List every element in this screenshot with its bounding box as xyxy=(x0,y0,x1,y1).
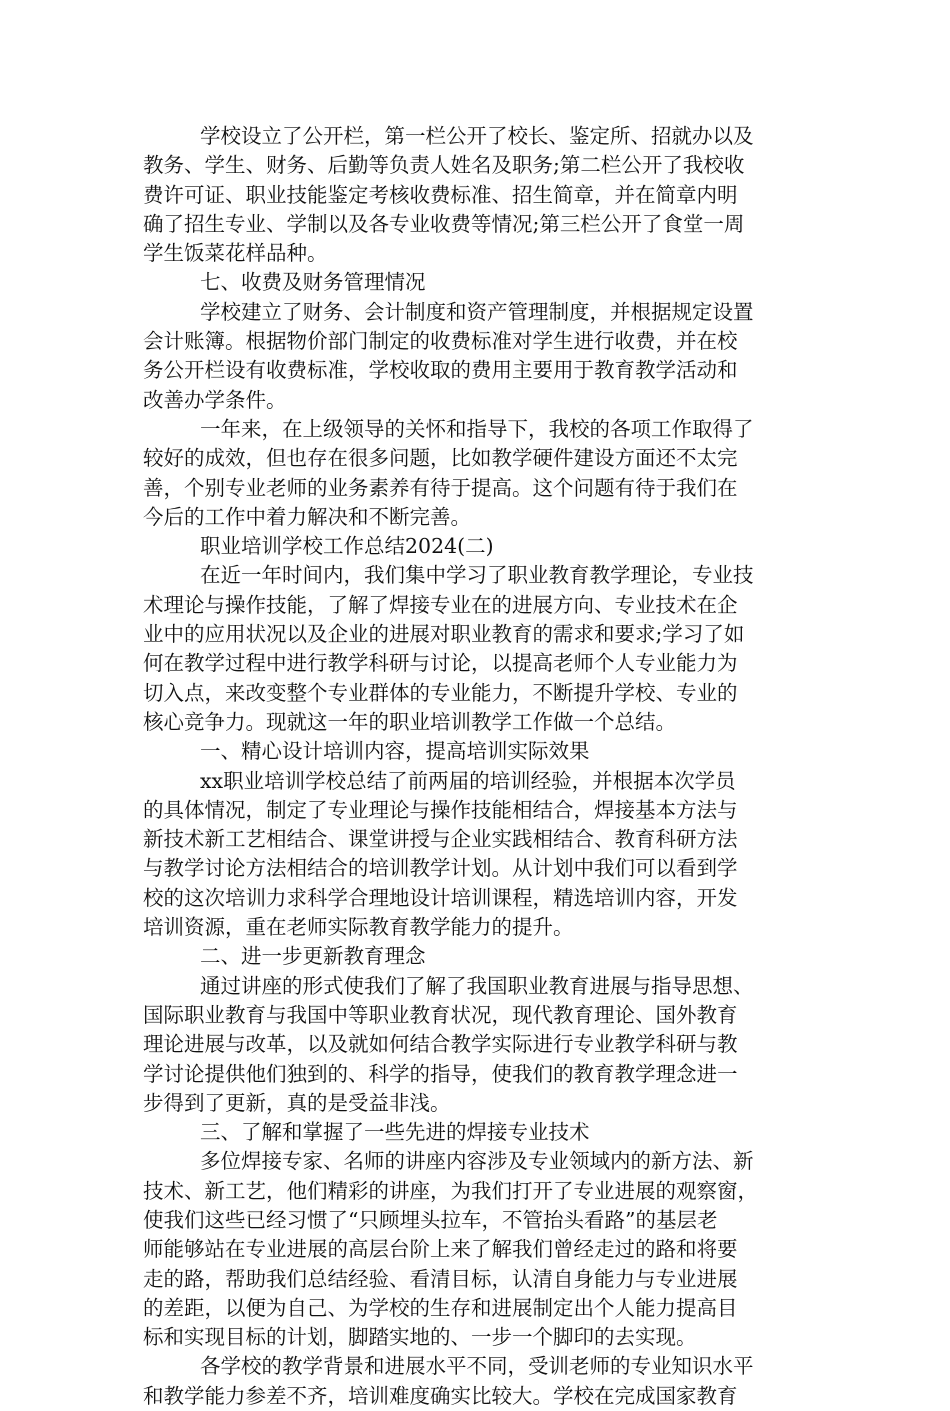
text-line: 学校建立了财务、会计制度和资产管理制度，并根据规定设置 xyxy=(200,299,754,324)
text-line: 术理论与操作技能，了解了焊接专业在的进展方向、专业技术在企 xyxy=(143,592,738,617)
text-line: 各学校的教学背景和进展水平不同，受训老师的专业知识水平 xyxy=(200,1354,754,1379)
text-line: 业中的应用状况以及企业的进展对职业教育的需求和要求;学习了如 xyxy=(143,622,745,647)
text-line: 学生饭菜花样品种。 xyxy=(143,241,328,266)
text-line: 善，个别专业老师的业务素养有待于提高。这个问题有待于我们在 xyxy=(143,475,738,500)
text-line: 七、收费及财务管理情况 xyxy=(200,270,426,295)
text-line: 标和实现目标的计划，脚踏实地的、一步一个脚印的去实现。 xyxy=(143,1325,697,1350)
document-body xyxy=(143,122,809,1411)
text-line: 二、进一步更新教育理念 xyxy=(200,944,426,969)
text-line: 走的路，帮助我们总结经验、看清目标，认清自身能力与专业进展 xyxy=(143,1266,738,1291)
text-line: 新技术新工艺相结合、课堂讲授与企业实践相结合、教育科研方法 xyxy=(143,827,738,852)
text-line: 与教学讨论方法相结合的培训教学计划。从计划中我们可以看到学 xyxy=(143,856,738,881)
text-line: 改善办学条件。 xyxy=(143,387,287,412)
text-line: 学校设立了公开栏，第一栏公开了校长、鉴定所、招就办以及 xyxy=(200,124,754,148)
text-line: 校的这次培训力求科学合理地设计培训课程，精选培训内容，开发 xyxy=(143,885,738,910)
text-line: 三、了解和掌握了一些先进的焊接专业技术 xyxy=(200,1120,590,1145)
text-line: 理论进展与改革，以及就如何结合教学实际进行专业教学科研与教 xyxy=(143,1032,738,1057)
text-line: 的差距，以便为自己、为学校的生存和进展制定出个人能力提高目 xyxy=(143,1295,738,1320)
text-line: 多位焊接专家、名师的讲座内容涉及专业领域内的新方法、新 xyxy=(200,1149,754,1174)
text-line: 切入点，来改变整个专业群体的专业能力，不断提升学校、专业的 xyxy=(143,680,738,705)
text-line: 师能够站在专业进展的高层台阶上来了解我们曾经走过的路和将要 xyxy=(143,1237,738,1262)
text-line: 教务、学生、财务、后勤等负责人姓名及职务;第二栏公开了我校收 xyxy=(143,153,745,178)
text-line: 学讨论提供他们独到的、科学的指导，使我们的教育教学理念进一 xyxy=(143,1061,738,1086)
text-line: 在近一年时间内，我们集中学习了职业教育教学理论，专业技 xyxy=(200,563,754,588)
text-line: 步得到了更新，真的是受益非浅。 xyxy=(143,1090,451,1115)
text-line: 的具体情况，制定了专业理论与操作技能相结合，焊接基本方法与 xyxy=(143,797,738,822)
text-line: 国际职业教育与我国中等职业教育状况，现代教育理论、国外教育 xyxy=(143,1002,738,1027)
text-line: 核心竞争力。现就这一年的职业培训教学工作做一个总结。 xyxy=(143,709,676,734)
text-line: 和教学能力参差不齐，培训难度确实比较大。学校在完成国家教育 xyxy=(143,1383,738,1408)
text-line: 确了招生专业、学制以及各专业收费等情况;第三栏公开了食堂一周 xyxy=(143,211,745,236)
text-line: 何在教学过程中进行教学科研与讨论，以提高老师个人专业能力为 xyxy=(143,651,738,676)
text-line: 较好的成效，但也存在很多问题，比如教学硬件建设方面还不太完 xyxy=(143,446,738,471)
text-line: 费许可证、职业技能鉴定考核收费标准、招生简章，并在简章内明 xyxy=(143,182,738,207)
text-line: 一、精心设计培训内容，提高培训实际效果 xyxy=(200,739,590,764)
text-line: 今后的工作中着力解决和不断完善。 xyxy=(143,504,471,529)
text-line: 一年来，在上级领导的关怀和指导下，我校的各项工作取得了 xyxy=(200,416,754,441)
text-line: xx职业培训学校总结了前两届的培训经验，并根据本次学员 xyxy=(200,768,736,793)
text-line: 培训资源，重在老师实际教育教学能力的提升。 xyxy=(143,915,574,940)
text-line: 务公开栏设有收费标准，学校收取的费用主要用于教育教学活动和 xyxy=(143,358,738,383)
text-line: 职业培训学校工作总结2024(二) xyxy=(200,534,494,559)
text-line: 使我们这些已经习惯了“只顾埋头拉车，不管抬头看路”的基层老 xyxy=(143,1207,718,1232)
text-line: 技术、新工艺，他们精彩的讲座，为我们打开了专业进展的观察窗， xyxy=(143,1178,758,1203)
text-line: 通过讲座的形式使我们了解了我国职业教育进展与指导思想、 xyxy=(200,973,754,998)
text-line: 会计账簿。根据物价部门制定的收费标准对学生进行收费，并在校 xyxy=(143,329,738,354)
